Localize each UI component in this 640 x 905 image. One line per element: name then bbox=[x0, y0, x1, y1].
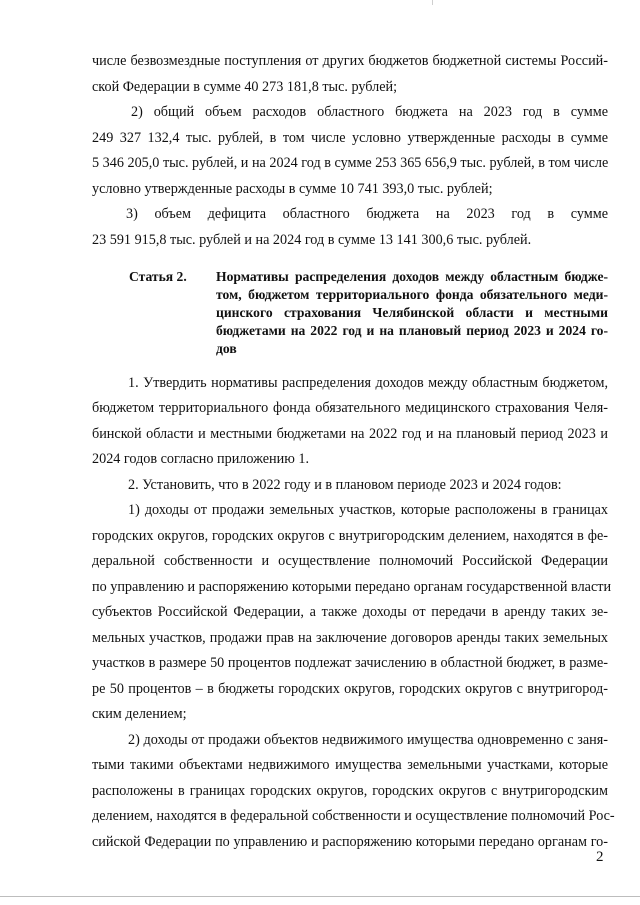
article-line: ским делением; bbox=[92, 706, 187, 722]
bottom-rule bbox=[0, 896, 640, 897]
article-label: Статья 2. bbox=[129, 269, 187, 284]
article-line: городских округов, городских округов с внутригородским делением, находятся в фе- bbox=[92, 528, 608, 544]
article-line: 2. Установить, что в 2022 году и в плановом периоде 2023 и 2024 годов: bbox=[128, 477, 562, 493]
article-line: субъектов Российской Федерации, а также доходы от передачи в аренду таких зе- bbox=[92, 604, 608, 620]
article-line: деральной собственности и осуществление полномочий Российской Федерации bbox=[92, 553, 608, 569]
article-line: бинской области и местными бюджетами на 2022 год и на плановый период 2023 и bbox=[92, 426, 608, 442]
body-line: 3) объем дефицита областного бюджета на 2023 год в сумме bbox=[126, 206, 608, 222]
article-line: 1. Утвердить нормативы распределения доходов между областным бюджетом, bbox=[128, 375, 608, 391]
article-line: ре 50 процентов – в бюджеты городских округов, городских округов с внутригород- bbox=[92, 681, 608, 697]
article-title-line: бюджетами на 2022 год и на плановый период 2023 и 2024 го- bbox=[216, 323, 608, 338]
article-line: тыми такими объектами недвижимого имущества земельными участками, которые bbox=[92, 757, 608, 773]
body-line: ской Федерации в сумме 40 273 181,8 тыс. рублей; bbox=[92, 79, 398, 95]
article-line: бюджетом территориального фонда обязательного медицинского страхования Челя- bbox=[92, 400, 608, 416]
body-line: числе безвозмездные поступления от других бюджетов бюджетной системы Россий- bbox=[92, 53, 608, 69]
article-title-line: цинского страхования Челябинской области и местными bbox=[216, 305, 608, 320]
article-line: делением, находятся в федеральной собственности и осуществление полномочий Рос- bbox=[92, 808, 615, 824]
article-line: мельных участков, продажи прав на заключение договоров аренды таких земельных bbox=[92, 630, 608, 646]
article-line: 2024 годов согласно приложению 1. bbox=[92, 451, 310, 467]
body-line: 2) общий объем расходов областного бюджета на 2023 год в сумме bbox=[131, 104, 608, 120]
article-line: сийской Федерации по управлению и распоряжению которыми передано органам го- bbox=[92, 834, 608, 850]
article-line: 1) доходы от продажи земельных участков, которые расположены в границах bbox=[128, 502, 608, 518]
article-title-line: Нормативы распределения доходов между областным бюдже- bbox=[216, 269, 608, 284]
body-line: условно утвержденные расходы в сумме 10 741 393,0 тыс. рублей; bbox=[92, 181, 493, 197]
body-line: 249 327 132,4 тыс. рублей, в том числе условно утвержденные расходы в сумме bbox=[92, 130, 608, 146]
article-title-line: дов bbox=[216, 341, 237, 356]
body-line: 23 591 915,8 тыс. рублей и на 2024 год в сумме 13 141 300,6 тыс. рублей. bbox=[92, 232, 532, 248]
article-line: по управлению и распоряжению которыми передано органам государственной власти bbox=[92, 579, 612, 595]
article-line: участков в размере 50 процентов подлежат зачислению в областной бюджет, в разме- bbox=[92, 655, 608, 671]
article-title-line: том, бюджетом территориального фонда обязательного меди- bbox=[216, 287, 608, 302]
body-line: 5 346 205,0 тыс. рублей, и на 2024 год в сумме 253 365 656,9 тыс. рублей, в том числе bbox=[92, 155, 609, 171]
article-line: 2) доходы от продажи объектов недвижимого имущества одновременно с заня- bbox=[128, 732, 608, 748]
scan-artifact bbox=[432, 0, 433, 5]
page-number: 2 bbox=[596, 849, 604, 865]
article-line: расположены в границах городских округов, городских округов с внутригородским bbox=[92, 783, 608, 799]
